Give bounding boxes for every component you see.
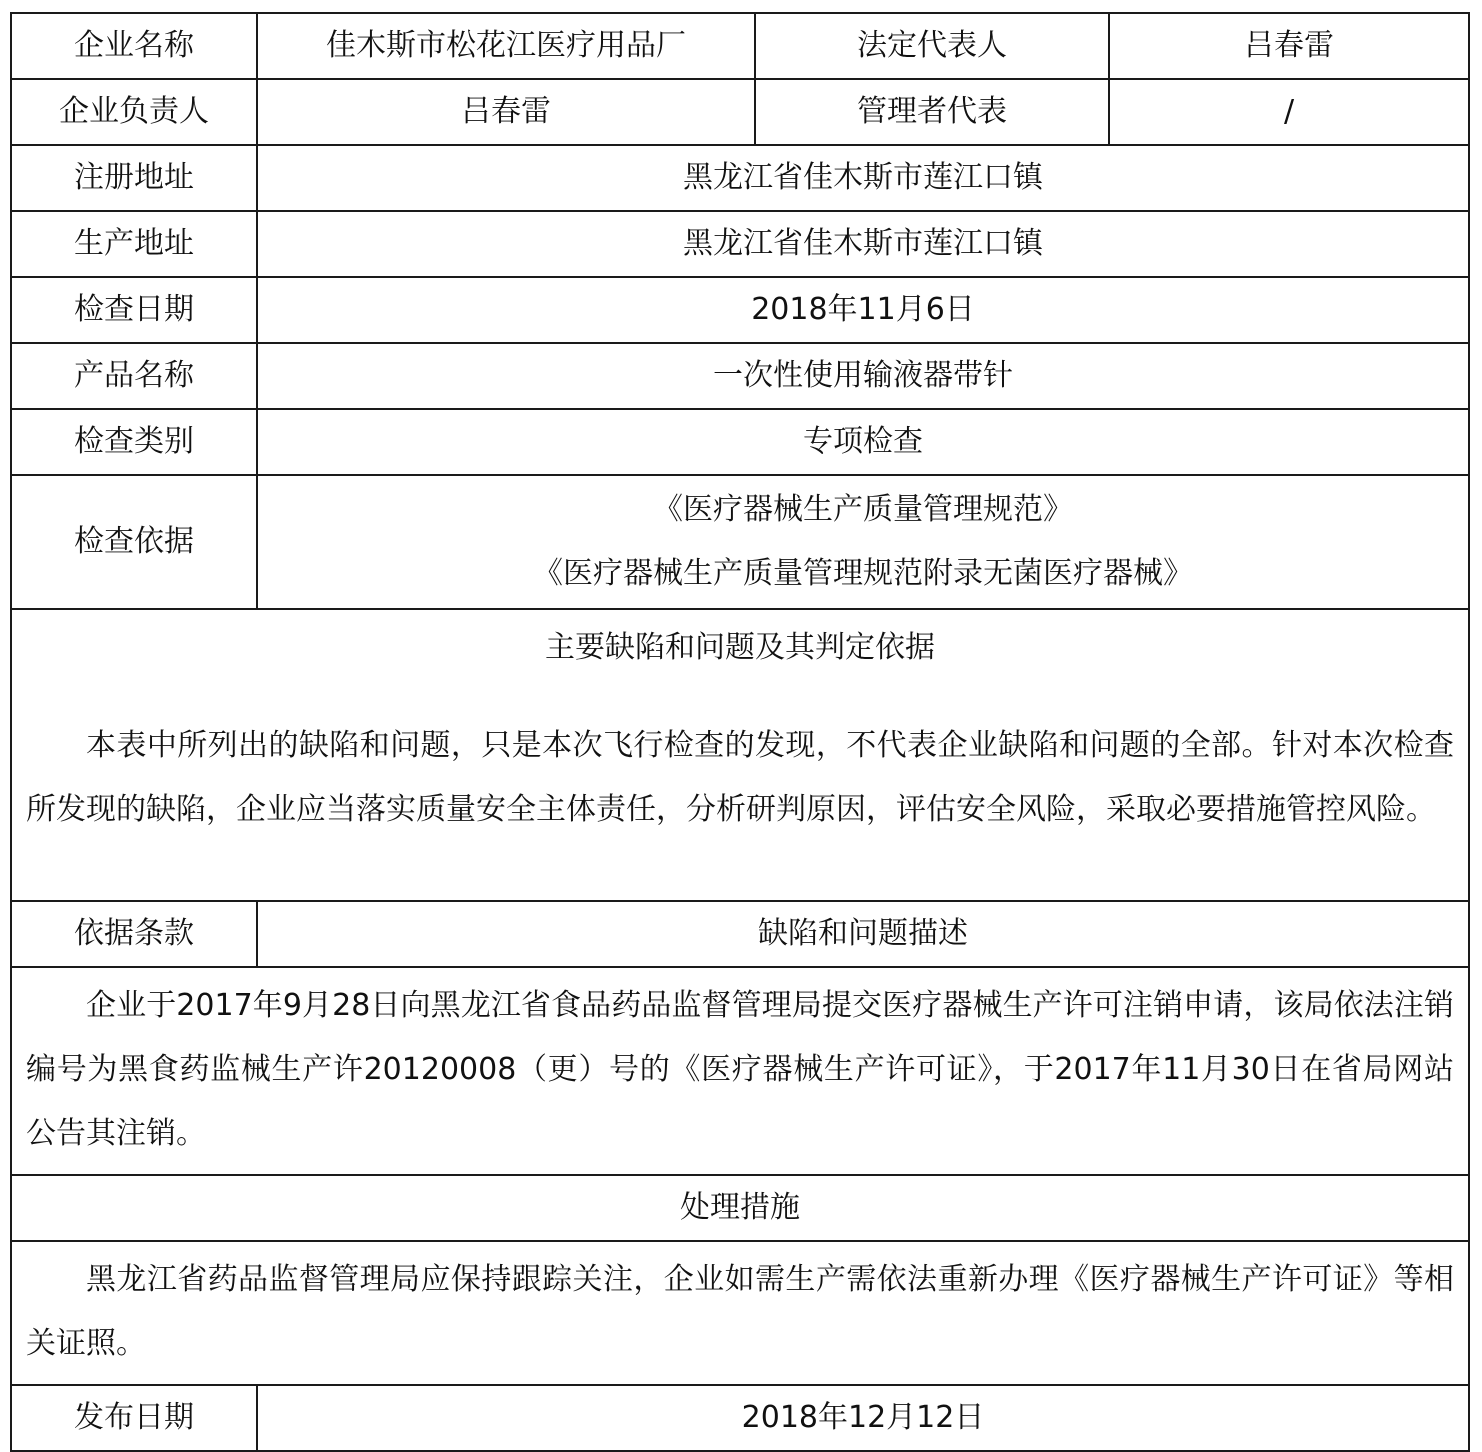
row-inspection-type bbox=[11, 409, 1469, 475]
clause-basis-label: 依据条款 bbox=[11, 901, 257, 967]
publish-date-value: 2018年12月12日 bbox=[257, 1385, 1469, 1451]
basis-line-2: 《医疗器械生产质量管理规范附录无菌医疗器械》 bbox=[533, 556, 1193, 591]
reg-address-value: 黑龙江省佳木斯市莲江口镇 bbox=[257, 145, 1469, 211]
row-measures bbox=[11, 1241, 1469, 1385]
enterprise-name-value: 佳木斯市松花江医疗用品厂 bbox=[257, 13, 755, 79]
row-defects bbox=[11, 609, 1469, 901]
row-clause-header bbox=[11, 901, 1469, 967]
inspection-report-table bbox=[10, 12, 1470, 1452]
inspection-basis-value bbox=[257, 475, 1469, 609]
row-product-name bbox=[11, 343, 1469, 409]
product-name-value: 一次性使用输液器带针 bbox=[257, 343, 1469, 409]
description-cell bbox=[11, 967, 1469, 1175]
row-prod-address bbox=[11, 211, 1469, 277]
inspection-date-label: 检查日期 bbox=[11, 277, 257, 343]
clause-desc-label: 缺陷和问题描述 bbox=[257, 901, 1469, 967]
description-text: 企业于2017年9月28日向黑龙江省食品药品监督管理局提交医疗器械生产许可注销申请，该局依法注销编号为黑食药监械生产许20120008（更）号的《医疗器械生产许可证》，于2017年11月30日在省局网站公告其注销。 bbox=[26, 988, 1454, 1151]
responsible-label: 企业负责人 bbox=[11, 79, 257, 145]
basis-line-1: 《医疗器械生产质量管理规范》 bbox=[653, 492, 1073, 527]
defects-heading: 主要缺陷和问题及其判定依据 bbox=[545, 630, 935, 665]
row-responsible bbox=[11, 79, 1469, 145]
inspection-type-value: 专项检查 bbox=[257, 409, 1469, 475]
row-enterprise bbox=[11, 13, 1469, 79]
responsible-value: 吕春雷 bbox=[257, 79, 755, 145]
mgmt-rep-label: 管理者代表 bbox=[755, 79, 1109, 145]
measures-text: 黑龙江省药品监督管理局应保持跟踪关注，企业如需生产需依法重新办理《医疗器械生产许可证》等相关证照。 bbox=[26, 1262, 1454, 1361]
defects-spacer bbox=[26, 680, 1454, 714]
inspection-basis-label: 检查依据 bbox=[11, 475, 257, 609]
publish-date-label: 发布日期 bbox=[11, 1385, 257, 1451]
row-reg-address bbox=[11, 145, 1469, 211]
legal-rep-label: 法定代表人 bbox=[755, 13, 1109, 79]
prod-address-label: 生产地址 bbox=[11, 211, 257, 277]
legal-rep-value: 吕春雷 bbox=[1109, 13, 1469, 79]
reg-address-label: 注册地址 bbox=[11, 145, 257, 211]
defects-text: 本表中所列出的缺陷和问题，只是本次飞行检查的发现，不代表企业缺陷和问题的全部。针对本次检查所发现的缺陷，企业应当落实质量安全主体责任，分析研判原因，评估安全风险，采取必要措施管控风险。 bbox=[26, 728, 1454, 827]
measures-heading: 处理措施 bbox=[11, 1175, 1469, 1241]
row-measures-heading bbox=[11, 1175, 1469, 1241]
measures-cell bbox=[11, 1241, 1469, 1385]
product-name-label: 产品名称 bbox=[11, 343, 257, 409]
inspection-type-label: 检查类别 bbox=[11, 409, 257, 475]
enterprise-name-label: 企业名称 bbox=[11, 13, 257, 79]
defects-cell bbox=[11, 609, 1469, 901]
row-inspection-basis bbox=[11, 475, 1469, 609]
row-description bbox=[11, 967, 1469, 1175]
prod-address-value: 黑龙江省佳木斯市莲江口镇 bbox=[257, 211, 1469, 277]
mgmt-rep-value: / bbox=[1109, 79, 1469, 145]
row-inspection-date bbox=[11, 277, 1469, 343]
inspection-date-value: 2018年11月6日 bbox=[257, 277, 1469, 343]
row-publish-date bbox=[11, 1385, 1469, 1451]
